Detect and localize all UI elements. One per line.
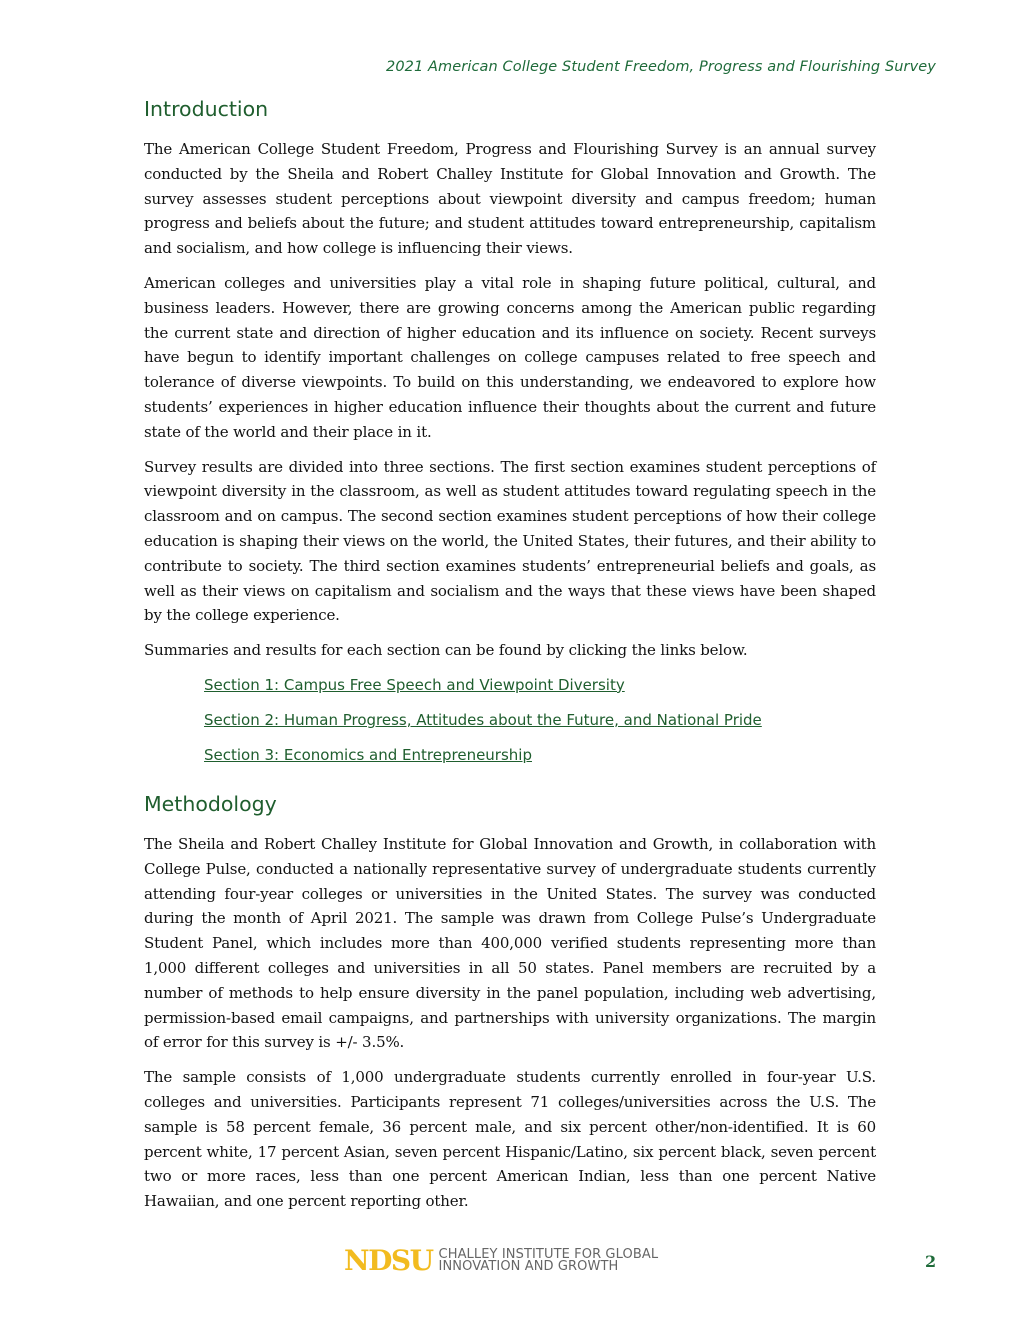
intro-paragraph-4: Summaries and results for each section can be found by clicking the links below.	[144, 641, 748, 660]
methodology-heading: Methodology	[144, 791, 277, 816]
running-header: 2021 American College Student Freedom, Progress and Flourishing Survey	[386, 59, 936, 75]
challey-institute-logo	[344, 1246, 658, 1276]
section-2-link[interactable]: Section 2: Human Progress, Attitudes about the Future, and National Pride	[204, 710, 762, 729]
section-links	[204, 673, 876, 767]
institute-name-line-2: INNOVATION AND GROWTH	[438, 1259, 619, 1274]
intro-paragraph-3: Survey results are divided into three sections. The first section examines student perceptions of viewpoint diversity in the classroom, as well as student attitudes toward regulating speech in the classroom and on campus. The second section examines student perceptions of how their college education is shaping their views on the world, the United States, their futures, and their ability to contribute to society. The third section examines students’ entrepreneurial beliefs and goals, as well as their views on capitalism and socialism and the ways that these views have been shaped by the college experience.	[144, 457, 876, 625]
methodology-paragraph-2: The sample consists of 1,000 undergraduate students currently enrolled in four-year U.S. colleges and universities. Participants represent 71 colleges/universities across the U.S. The sample is 58 percent female, 36 percent male, and six percent other/non-identified. It is 60 percent white, 17 percent Asian, seven percent Hispanic/Latino, six percent black, seven percent two or more races, less than one percent American Indian, less than one percent Native Hawaiian, and one percent reporting other.	[144, 1068, 876, 1211]
introduction-section	[144, 95, 876, 767]
section-3-link[interactable]: Section 3: Economics and Entrepreneurship	[204, 745, 532, 764]
page-number: 2	[925, 1252, 937, 1271]
introduction-heading: Introduction	[144, 97, 269, 121]
intro-paragraph-1: The American College Student Freedom, Progress and Flourishing Survey is an annual survey conducted by the Sheila and Robert Challey Institute for Global Innovation and Growth. The survey assesses student perceptions about viewpoint diversity and campus freedom; human progress and beliefs about the future; and student attitudes toward entrepreneurship, capitalism and socialism, and how college is influencing their views.	[144, 140, 876, 258]
methodology-section	[144, 790, 876, 1214]
section-link-item	[204, 673, 876, 697]
ndsu-wordmark: NDSU	[344, 1244, 433, 1277]
methodology-paragraph-1: The Sheila and Robert Challey Institute for Global Innovation and Growth, in collaboration with College Pulse, conducted a nationally representative survey of undergraduate students currently attending four-year colleges or universities in the United States. The survey was conducted during the month of April 2021. The sample was drawn from College Pulse’s Undergraduate Student Panel, which includes more than 400,000 verified students representing more than 1,000 different colleges and universities in all 50 states. Panel members are recruited by a number of methods to help ensure diversity in the panel population, including web advertising, permission-based email campaigns, and partnerships with university organizations. The margin of error for this survey is +/- 3.5%.	[144, 834, 876, 1052]
institute-name	[439, 1249, 659, 1273]
page-content	[144, 95, 876, 1224]
institute-name-line-1: CHALLEY INSTITUTE FOR GLOBAL	[438, 1247, 659, 1262]
section-1-link[interactable]: Section 1: Campus Free Speech and Viewpoint Diversity	[204, 675, 625, 694]
intro-paragraph-2: American colleges and universities play a vital role in shaping future political, cultural, and business leaders. However, there are growing concerns among the American public regarding the current state and direction of higher education and its influence on society. Recent surveys have begun to identify important challenges on college campuses related to free speech and tolerance of diverse viewpoints. To build on this understanding, we endeavored to explore how students’ experiences in higher education influence their thoughts about the current and future state of the world and their place in it.	[144, 273, 876, 441]
section-link-item	[204, 708, 876, 732]
section-link-item	[204, 743, 876, 767]
